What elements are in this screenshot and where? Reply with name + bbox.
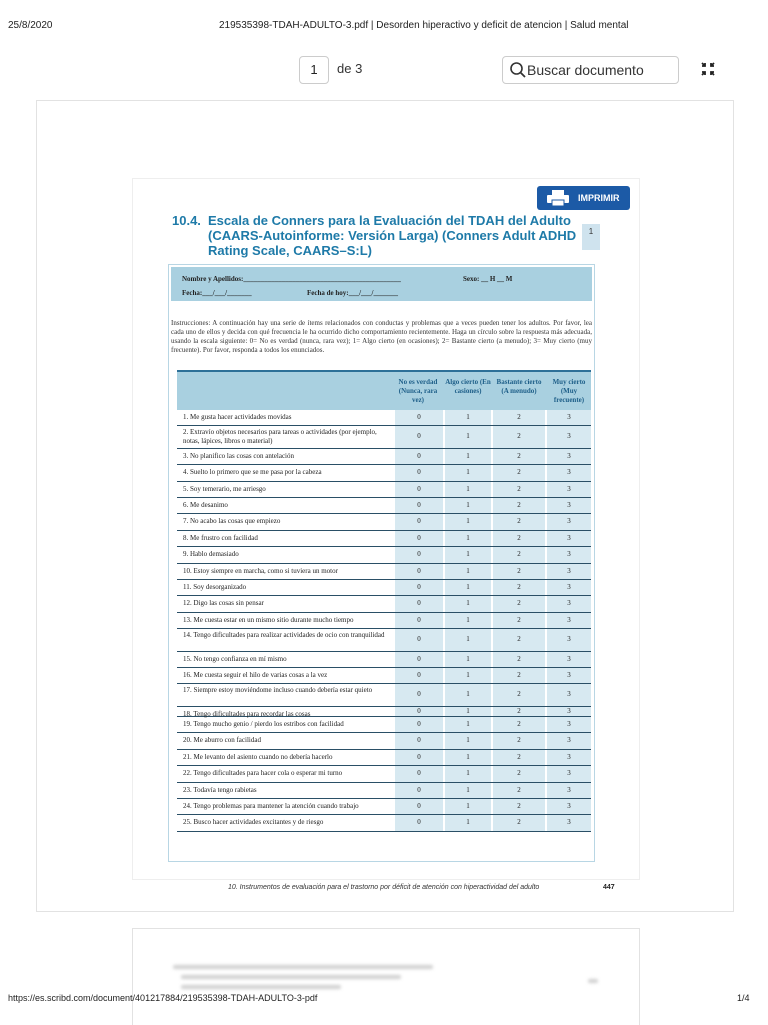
score-option-3: 3: [547, 815, 591, 830]
score-option-1: 1: [445, 498, 491, 513]
score-option-2: 2: [493, 815, 545, 830]
table-header: [177, 370, 591, 410]
score-option-2: 2: [493, 580, 545, 595]
score-option-0: 0: [395, 514, 443, 529]
score-option-3: 3: [547, 449, 591, 464]
section-title-text: Escala de Conners para la Evaluación del TDAH del Adulto (CAARS-Autoinforme: Versión Larga) (Conners Adult ADHD Rating Scale, CAARS–S:L): [208, 213, 577, 258]
item-text: 4. Suelto lo primero que se me pasa por la cabeza: [183, 468, 322, 477]
table-row: [177, 629, 591, 652]
table-row: [177, 410, 591, 426]
table-row: [177, 815, 591, 831]
score-option-1: 1: [445, 733, 491, 748]
score-option-2: 2: [493, 668, 545, 683]
item-text: 17. Siempre estoy moviéndome incluso cuando debería estar quieto: [183, 686, 373, 695]
score-option-3: 3: [547, 684, 591, 706]
item-text: 14. Tengo dificultades para realizar actividades de ocio con tranquilidad: [183, 631, 385, 640]
table-row: [177, 514, 591, 530]
score-option-1: 1: [445, 547, 491, 562]
item-text: 11. Soy desorganizado: [183, 583, 247, 592]
table-row: [177, 498, 591, 514]
score-option-2: 2: [493, 465, 545, 480]
printer-icon: [545, 189, 571, 207]
score-option-1: 1: [445, 596, 491, 611]
score-option-2: 2: [493, 613, 545, 628]
table-row: [177, 750, 591, 766]
score-option-1: 1: [445, 564, 491, 579]
score-option-1: 1: [445, 684, 491, 706]
score-option-1: 1: [445, 465, 491, 480]
table-row: [177, 596, 591, 612]
page-number-input[interactable]: 1: [299, 56, 329, 84]
score-option-2: 2: [493, 783, 545, 798]
score-option-2: 2: [493, 410, 545, 425]
item-text: 1. Me gusta hacer actividades movidas: [183, 413, 292, 421]
item-text: 21. Me levanto del asiento cuando no debería hacerlo: [183, 752, 333, 761]
table-row: [177, 580, 591, 596]
score-option-3: 3: [547, 410, 591, 425]
instructions-text: Instrucciones: A continuación hay una serie de ítems relacionados con conductas y problemas que a veces pueden tener los adultos. Por favor, lea cada uno de ellos y decida con qué frecuencia le ha ocurrido dicho comportamiento recientemente. Haga un círculo sobre la respuesta más adecuada, usando la escala siguiente: 0= No es verdad (nunca, rara vez); 1= Algo cierto (en ocasiones); 2= Bastante cierto (a menudo); 3= Muy cierto (muy frecuente). Por favor, responda a todos los enunciados.: [171, 319, 592, 354]
score-option-1: 1: [445, 482, 491, 497]
score-option-0: 0: [395, 613, 443, 628]
score-option-3: 3: [547, 799, 591, 814]
sex-field-label: Sexo: __ H __ M: [463, 275, 513, 283]
table-row: [177, 613, 591, 629]
score-option-2: 2: [493, 684, 545, 706]
score-option-0: 0: [395, 596, 443, 611]
score-option-0: 0: [395, 783, 443, 798]
table-row: [177, 564, 591, 580]
score-option-0: 0: [395, 717, 443, 732]
score-option-2: 2: [493, 564, 545, 579]
score-option-3: 3: [547, 629, 591, 651]
item-text: 10. Estoy siempre en marcha, como si tuviera un motor: [183, 566, 338, 575]
table-row: [177, 652, 591, 668]
item-text: 8. Me frustro con facilidad: [183, 533, 258, 542]
print-date: 25/8/2020: [8, 20, 53, 31]
score-option-1: 1: [445, 410, 491, 425]
score-option-2: 2: [493, 531, 545, 546]
search-placeholder: Buscar documento: [527, 62, 644, 78]
score-option-3: 3: [547, 580, 591, 595]
table-row: [177, 799, 591, 815]
score-option-1: 1: [445, 580, 491, 595]
score-option-0: 0: [395, 580, 443, 595]
score-option-0: 0: [395, 498, 443, 513]
score-option-3: 3: [547, 733, 591, 748]
item-text: 3. No planifico las cosas con antelación: [183, 451, 294, 460]
score-option-1: 1: [445, 531, 491, 546]
score-option-0: 0: [395, 733, 443, 748]
print-button-label: IMPRIMIR: [578, 193, 620, 203]
score-option-0: 0: [395, 707, 443, 716]
print-url: https://es.scribd.com/document/401217884/219535398-TDAH-ADULTO-3-pdf: [8, 993, 318, 1003]
questionnaire-form: [168, 264, 595, 862]
collapse-icon[interactable]: [700, 61, 716, 77]
score-option-0: 0: [395, 766, 443, 781]
score-option-1: 1: [445, 750, 491, 765]
score-option-0: 0: [395, 410, 443, 425]
score-option-2: 2: [493, 426, 545, 448]
score-option-3: 3: [547, 547, 591, 562]
table-row: [177, 766, 591, 782]
search-input[interactable]: [502, 56, 679, 84]
table-row: [177, 426, 591, 449]
score-option-2: 2: [493, 449, 545, 464]
score-option-0: 0: [395, 564, 443, 579]
item-text: 16. Me cuesta seguir el hilo de varias cosas a la vez: [183, 671, 328, 680]
form-header: [171, 267, 592, 301]
today-field-label: Fecha de hoy:___/___/_______: [307, 289, 398, 297]
score-option-2: 2: [493, 547, 545, 562]
score-option-3: 3: [547, 750, 591, 765]
score-option-3: 3: [547, 498, 591, 513]
score-option-2: 2: [493, 514, 545, 529]
score-option-3: 3: [547, 531, 591, 546]
print-title: 219535398-TDAH-ADULTO-3.pdf | Desorden hiperactivo y deficit de atencion | Salud mental: [219, 20, 629, 31]
column-header-1: Algo cierto (En casiones): [445, 378, 491, 395]
chapter-tab: 1: [582, 224, 600, 250]
score-option-1: 1: [445, 629, 491, 651]
table-row: [177, 783, 591, 799]
table-row: [177, 449, 591, 465]
search-icon: [509, 61, 527, 79]
section-number: 10.4.: [172, 213, 201, 228]
score-option-2: 2: [493, 596, 545, 611]
items-table-body: [177, 410, 591, 832]
score-option-3: 3: [547, 465, 591, 480]
score-option-2: 2: [493, 717, 545, 732]
date-field-label: Fecha:___/___/_______: [182, 289, 252, 297]
score-option-1: 1: [445, 449, 491, 464]
score-option-1: 1: [445, 815, 491, 830]
score-option-0: 0: [395, 629, 443, 651]
score-option-3: 3: [547, 514, 591, 529]
item-text: 22. Tengo dificultades para hacer cola o esperar mi turno: [183, 769, 343, 778]
score-option-1: 1: [445, 717, 491, 732]
item-text: 18. Tengo dificultades para recordar las cosas: [183, 709, 311, 718]
score-option-3: 3: [547, 717, 591, 732]
score-option-0: 0: [395, 482, 443, 497]
column-header-2: Bastante cierto (A menudo): [496, 378, 542, 395]
page-footer-note: 10. Instrumentos de evaluación para el trastorno por déficit de atención con hiperactividad del adulto: [228, 884, 540, 891]
item-text: 20. Me aburro con facilidad: [183, 736, 261, 745]
score-option-3: 3: [547, 596, 591, 611]
score-option-3: 3: [547, 783, 591, 798]
table-row: [177, 668, 591, 684]
score-option-0: 0: [395, 815, 443, 830]
item-text: 2. Extravío objetos necesarios para tareas o actividades (por ejemplo, notas, lápices, libros o material): [183, 428, 377, 446]
score-option-1: 1: [445, 652, 491, 667]
item-text: 23. Todavía tengo rabietas: [183, 785, 257, 794]
score-option-1: 1: [445, 766, 491, 781]
score-option-0: 0: [395, 547, 443, 562]
score-option-1: 1: [445, 799, 491, 814]
print-page-count: 1/4: [737, 993, 750, 1003]
item-text: 19. Tengo mucho genio / pierdo los estribos con facilidad: [183, 719, 344, 728]
score-option-1: 1: [445, 707, 491, 716]
table-row: [177, 733, 591, 749]
print-button[interactable]: [537, 186, 630, 210]
score-option-3: 3: [547, 707, 591, 716]
score-option-1: 1: [445, 426, 491, 448]
item-text: 12. Digo las cosas sin pensar: [183, 599, 264, 608]
score-option-3: 3: [547, 652, 591, 667]
score-option-0: 0: [395, 652, 443, 667]
column-header-3: Muy cierto (Muy frecuente): [552, 378, 586, 404]
page-footer-number: 447: [603, 884, 615, 891]
score-option-2: 2: [493, 750, 545, 765]
score-option-2: 2: [493, 482, 545, 497]
score-option-2: 2: [493, 799, 545, 814]
score-option-3: 3: [547, 668, 591, 683]
score-option-2: 2: [493, 766, 545, 781]
score-option-0: 0: [395, 449, 443, 464]
name-field-label: Nombre y Apellidos:_____________________________________________: [182, 275, 401, 283]
table-row: [177, 684, 591, 707]
viewer-toolbar: [0, 56, 768, 84]
item-text: 9. Hablo demasiado: [183, 550, 239, 559]
score-option-2: 2: [493, 652, 545, 667]
score-option-1: 1: [445, 783, 491, 798]
item-text: 6. Me desanimo: [183, 501, 228, 510]
score-option-1: 1: [445, 613, 491, 628]
page-count: de 3: [337, 61, 363, 76]
score-option-2: 2: [493, 707, 545, 716]
item-text: 7. No acabo las cosas que empiezo: [183, 517, 281, 526]
table-row: [177, 531, 591, 547]
score-option-2: 2: [493, 733, 545, 748]
score-option-0: 0: [395, 465, 443, 480]
item-text: 25. Busco hacer actividades excitantes y de riesgo: [183, 818, 324, 827]
score-option-0: 0: [395, 426, 443, 448]
table-row: [177, 547, 591, 563]
score-option-3: 3: [547, 426, 591, 448]
score-option-0: 0: [395, 531, 443, 546]
item-text: 24. Tengo problemas para mantener la atención cuando trabajo: [183, 801, 359, 810]
table-row: [177, 465, 591, 481]
next-page-preview: [132, 928, 640, 1025]
score-option-3: 3: [547, 482, 591, 497]
score-option-0: 0: [395, 684, 443, 706]
score-option-1: 1: [445, 514, 491, 529]
score-option-0: 0: [395, 668, 443, 683]
table-row: [177, 482, 591, 498]
score-option-3: 3: [547, 564, 591, 579]
item-text: 15. No tengo confianza en mí mismo: [183, 654, 287, 663]
item-text: 5. Soy temerario, me arriesgo: [183, 484, 266, 493]
score-option-0: 0: [395, 750, 443, 765]
score-option-3: 3: [547, 766, 591, 781]
score-option-0: 0: [395, 799, 443, 814]
score-option-3: 3: [547, 613, 591, 628]
score-option-2: 2: [493, 498, 545, 513]
table-row: [177, 707, 591, 717]
item-text: 13. Me cuesta estar en un mismo sitio durante mucho tiempo: [183, 615, 354, 624]
column-header-0: No es verdad (Nunca, rara vez): [398, 378, 438, 404]
score-option-1: 1: [445, 668, 491, 683]
table-row: [177, 717, 591, 733]
score-option-2: 2: [493, 629, 545, 651]
